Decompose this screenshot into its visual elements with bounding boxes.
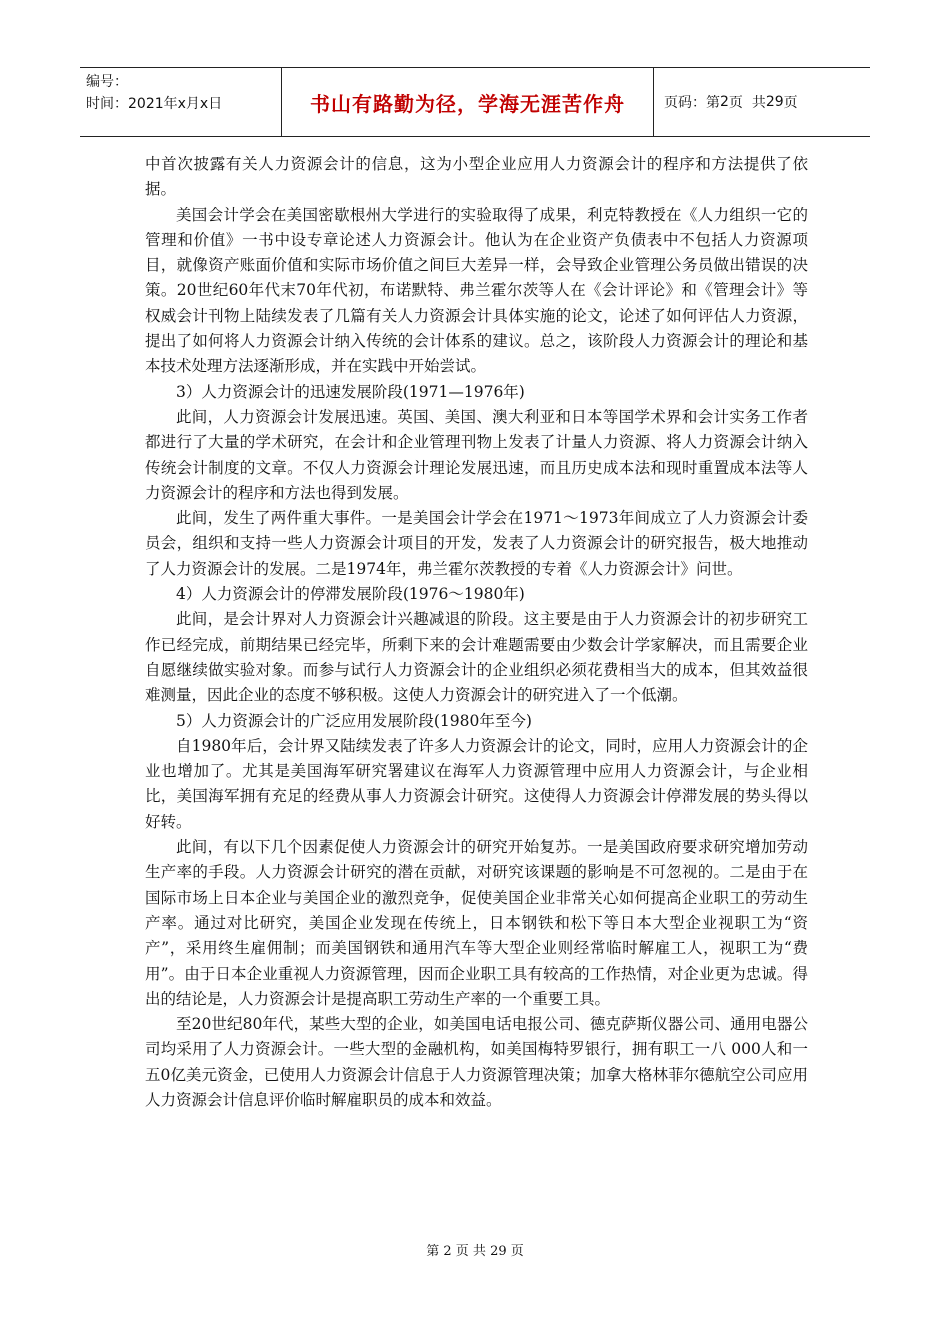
paragraph: 此间，有以下几个因素促使人力资源会计的研究开始复苏。一是美国政府要求研究增加劳动生产率的手段。人力资源会计研究的潜在贡献，对研究该课题的影响是不可忽视的。二是由于在国际市场上日本企业与美国企业的激烈竞争，促使美国企业非常关心如何提高企业职工的劳动生产率。通过对比研究，美国企业发现在传统上，日本钢铁和松下等日本大型企业视职工为“资产”，采用终生雇佣制；而美国钢铁和通用汽车等大型企业则经常临时解雇工人，视职工为“费用”。由于日本企业重视人力资源管理，因而企业职工具有较高的工作热情，对企业更为忠诚。得出的结论是，人力资源会计是提高职工劳动生产率的一个重要工具。 [145,838,808,1008]
page-prefix: 页码：第 [664,95,720,111]
header-page-info [654,68,870,136]
paragraph: 美国会计学会在美国密歇根州大学进行的实验取得了成果，利克特教授在《人力组织一它的管理和价值》一书中设专章论述人力资源会计。他认为在企业资产负债表中不包括人力资源项目，就像资产账面价值和实际市场价值之间巨大差异一样，会导致企业管理公务员做出错误的决策。20世纪60年代末70年代初，布诺默特、弗兰霍尔茨等人在《会计评论》和《管理会计》等权威会计刊物上陆续发表了几篇有关人力资源会计具体实施的论文，论述了如何评估人力资源，提出了如何将人力资源会计纳入传统的会计体系的建议。总之，该阶段人力资源会计的理论和基本技术处理方法逐渐形成，并在实践中开始尝试。 [145,205,808,376]
page-current: 2 [720,94,729,110]
footer-prefix: 第 [426,1244,444,1259]
page-mid: 页 共 [728,95,766,111]
footer-current: 2 [443,1244,452,1259]
page-header [80,67,870,137]
paragraph: 自1980年后，会计界又陆续发表了许多人力资源会计的论文，同时，应用人力资源会计的企业也增加了。尤其是美国海军研究署建议在海军人力资源管理中应用人力资源会计，与企业相比，美国海军拥有充足的经费从事人力资源会计研究。这使得人力资源会计停滞发展的势头得以好转。 [145,736,808,831]
paragraph: 中首次披露有关人力资源会计的信息，这为小型企业应用人力资源会计的程序和方法提供了依据。 [145,155,808,199]
header-motto: 书山有路勤为径，学海无涯苦作舟 [282,68,654,136]
section-heading: 5）人力资源会计的广泛应用发展阶段(1980年至今) [176,711,532,730]
section-heading: 4）人力资源会计的停滞发展阶段(1976～1980年) [176,585,525,604]
footer-total: 29 [490,1244,507,1259]
section-heading: 3）人力资源会计的迅速发展阶段(1971—1976年) [176,382,525,401]
footer-mid: 页 共 [451,1244,491,1259]
page-suffix: 页 [783,95,798,111]
footer-suffix: 页 [506,1244,524,1259]
paragraph: 此间，人力资源会计发展迅速。英国、美国、澳大利亚和日本等国学术界和会计实务工作者都进行了大量的学术研究，在会计和企业管理刊物上发表了计量人力资源、将人力资源会计纳入传统会计制度的文章。不仅人力资源会计理论发展迅速，而且历史成本法和现时重置成本法等人力资源会计的程序和方法也得到发展。 [145,407,808,502]
paragraph: 此间，发生了两件重大事件。一是美国会计学会在1971～1973年间成立了人力资源会计委员会，组织和支持一些人力资源会计项目的开发，发表了人力资源会计的研究报告，极大地推动了人力资源会计的发展。二是1974年，弗兰霍尔茨教授的专着《人力资源会计》问世。 [145,509,808,578]
page-footer [0,1240,950,1259]
document-body [145,152,808,1113]
paragraph: 至20世纪80年代，某些大型的企业，如美国电话电报公司、德克萨斯仪器公司、通用电器公司均采用了人力资源会计。一些大型的金融机构，如美国梅特罗银行，拥有职工一八 000人和一五0亿美元资金，已使用人力资源会计信息于人力资源管理决策；加拿大格林菲尔德航空公司应用人力资源会计信息评价临时解雇职员的成本和效益。 [145,1015,808,1109]
document-number-label: 编号： [86,74,128,90]
header-meta [80,68,282,136]
paragraph: 此间，是会计界对人力资源会计兴趣减退的阶段。这主要是由于人力资源会计的初步研究工作已经完成，前期结果已经完毕，所剩下来的会计难题需要由少数会计学家解决，而且需要企业自愿继续做实验对象。而参与试行人力资源会计的企业组织必须花费相当大的成本，但其效益很难测量，因此企业的态度不够积极。这使人力资源会计的研究进入了一个低潮。 [145,610,808,705]
document-date: 时间：2021年x月x日 [86,96,223,112]
page-total: 29 [765,94,784,110]
